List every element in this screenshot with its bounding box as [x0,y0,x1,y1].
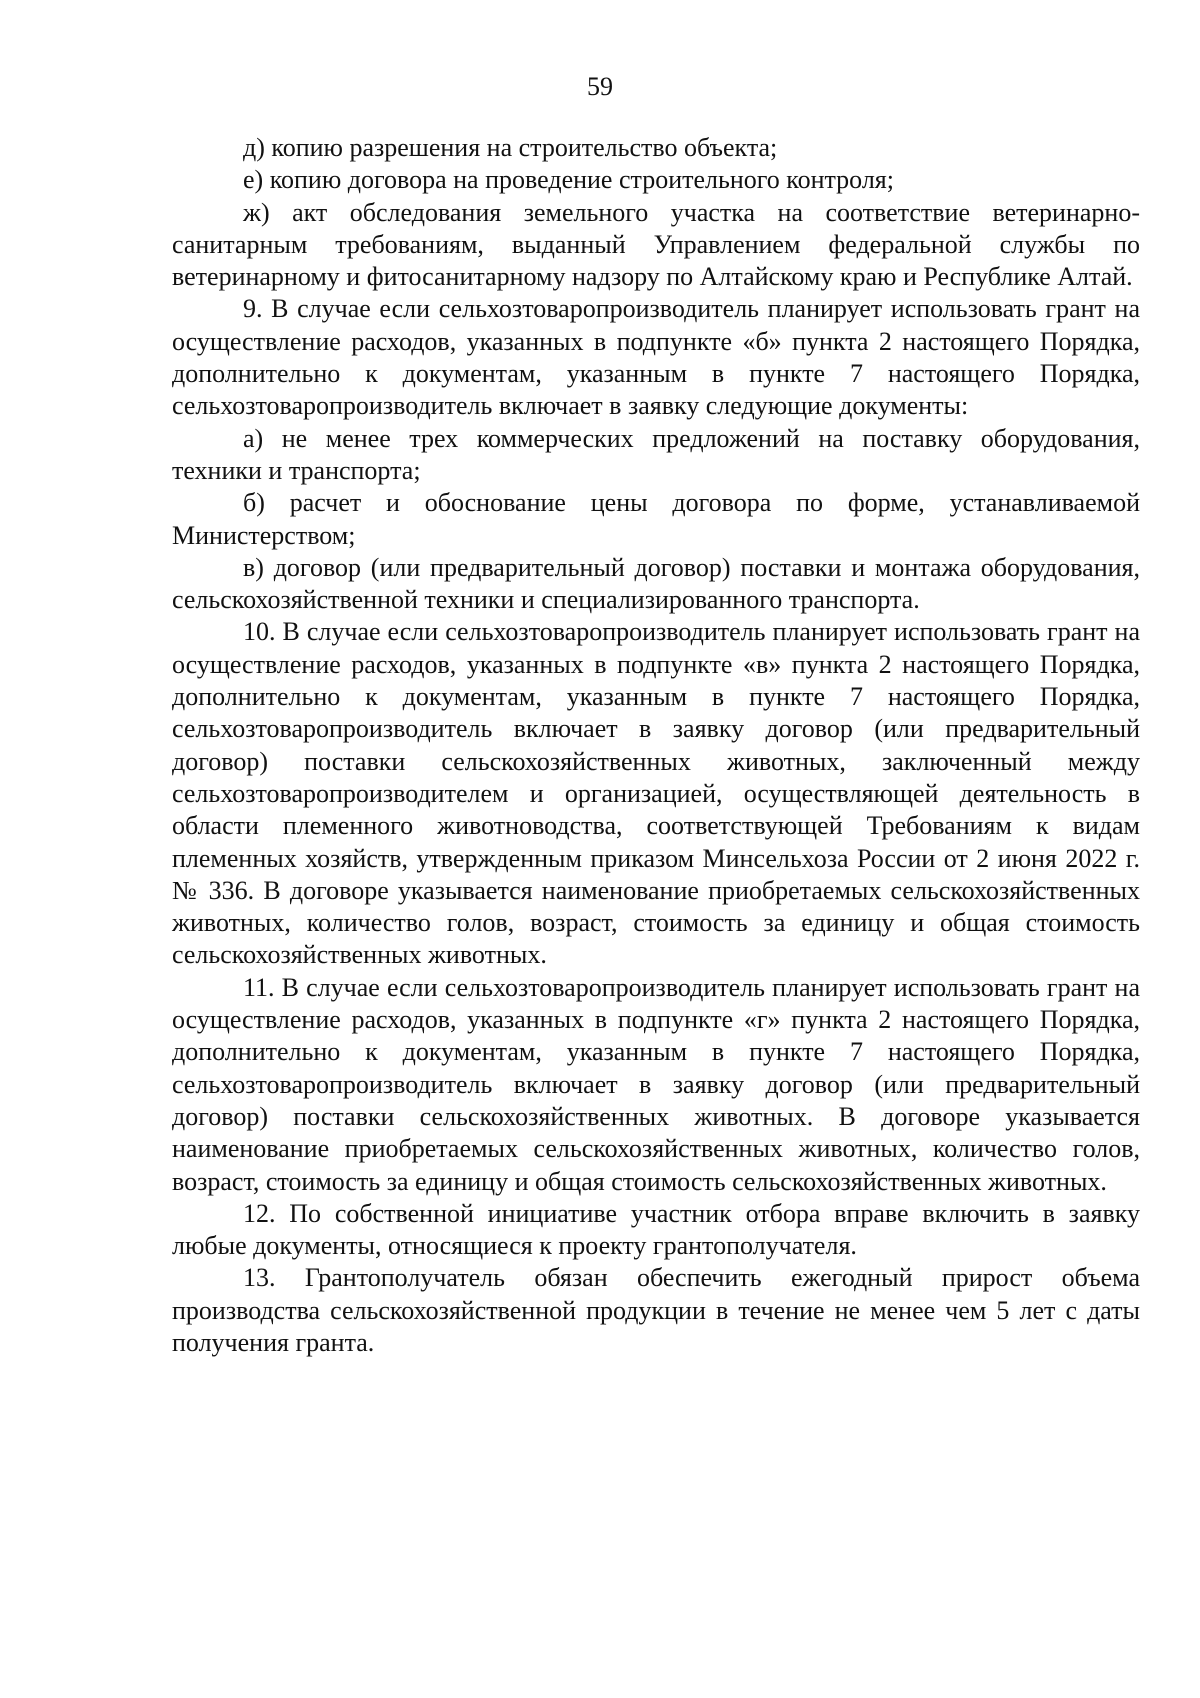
paragraph-9-b: б) расчет и обоснование цены договора по форме, устанавливаемой Министерством; [172,488,1140,550]
paragraph-9-a: а) не менее трех коммерческих предложений на поставку оборудования, техники и транспорта; [172,423,1140,485]
paragraph-9: 9. В случае если сельхозтоваропроизводитель планирует использовать грант на осуществление расходов, указанных в подпункте «б» пункта 2 настоящего Порядка, дополнительно к документам, указанным в пункте 7 настоящего Порядка, сельхозтоваропроизводитель включает в заявку следующие документы: [172,294,1140,421]
paragraph-zh-land-inspection-act: ж) акт обследования земельного участка на соответствие ветеринарно-санитарным требованиям, выданный Управлением федеральной службы по ветеринарному и фитосанитарному надзору по Алтайскому краю и Республике Алтай. [172,197,1140,292]
paragraph-11: 11. В случае если сельхозтоваропроизводитель планирует использовать грант на осуществление расходов, указанных в подпункте «г» пункта 2 настоящего Порядка, дополнительно к документам, указанным в пункте 7 настоящего Порядка, сельхозтоваропроизводитель включает в заявку договор (или предварительный договор) поставки сельскохозяйственных животных. В договоре указывается наименование приобретаемых сельскохозяйственных животных, количество голов, возраст, стоимость за единицу и общая стоимость сельскохозяйственных животных. [172,972,1140,1196]
paragraph-d-building-permit: д) копию разрешения на строительство объекта; [243,133,778,162]
paragraph-10: 10. В случае если сельхозтоваропроизводитель планирует использовать грант на осуществление расходов, указанных в подпункте «в» пункта 2 настоящего Порядка, дополнительно к документам, указанным в пункте 7 настоящего Порядка, сельхозтоваропроизводитель включает в заявку договор (или предварительный договор) поставки сельскохозяйственных животных, заключенный между сельхозтоваропроизводителем и организацией, осуществляющей деятельность в области племенного животноводства, соответствующей Требованиям к видам племенных хозяйств, утвержденным приказом Минсельхоза России от 2 июня 2022 г. № 336. В договоре указывается наименование приобретаемых сельскохозяйственных животных, количество голов, возраст, стоимость за единицу и общая стоимость сельскохозяйственных животных. [172,617,1140,970]
document-body [172,132,1140,1359]
paragraph-9-v: в) договор (или предварительный договор) поставки и монтажа оборудования, сельскохозяйственной техники и специализированного транспорта. [172,552,1140,615]
paragraph-13: 13. Грантополучатель обязан обеспечить ежегодный прирост объема производства сельскохозяйственной продукции в течение не менее чем 5 лет с даты получения гранта. [172,1263,1140,1357]
paragraph-e-construction-control-contract: е) копию договора на проведение строительного контроля; [243,165,894,195]
page-number: 59 [587,72,613,101]
paragraph-12: 12. По собственной инициативе участник отбора вправе включить в заявку любые документы, относящиеся к проекту грантополучателя. [172,1198,1140,1261]
